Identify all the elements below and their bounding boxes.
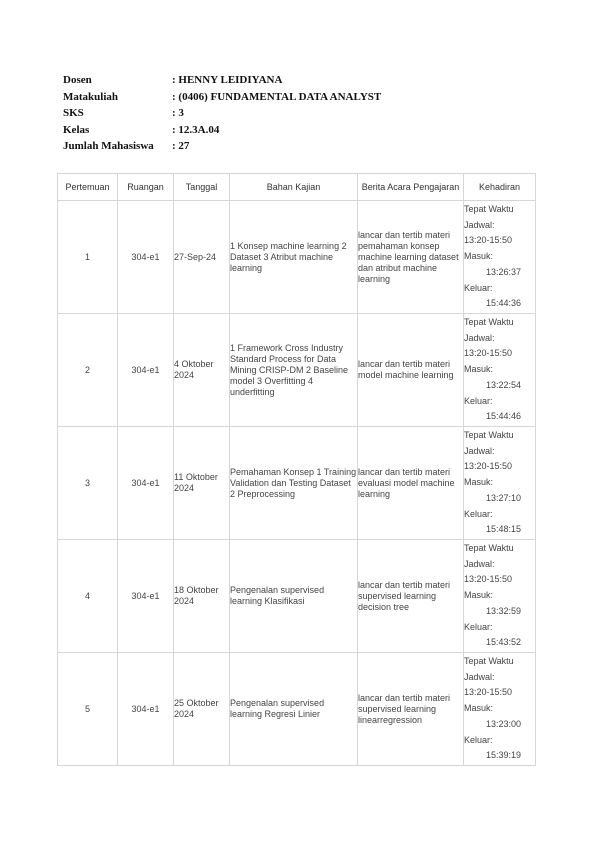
cell-pertemuan: 2 xyxy=(58,314,118,427)
masuk-value: 13:32:59 xyxy=(486,605,522,616)
jadwal-value: 13:20-15:50 xyxy=(464,687,513,698)
cell-ruangan: 304-e1 xyxy=(118,201,174,314)
header-berita-acara: Berita Acara Pengajaran xyxy=(358,174,464,201)
masuk-label: Masuk: xyxy=(464,590,494,601)
keluar-value: 15:48:15 xyxy=(486,524,522,535)
cell-tanggal: 11 Oktober 2024 xyxy=(174,427,230,540)
attendance-status: Tepat Waktu xyxy=(464,316,514,327)
jadwal-value: 13:20-15:50 xyxy=(464,574,513,585)
masuk-value: 13:27:10 xyxy=(486,492,522,503)
cell-ruangan: 304-e1 xyxy=(118,653,174,766)
masuk-value: 13:26:37 xyxy=(486,266,522,277)
table-row xyxy=(58,540,536,653)
cell-bahan-kajian: 1 Framework Cross Industry Standard Process for Data Mining CRISP-DM 2 Baseline model 3 Overfitting 4 underfitting xyxy=(230,314,358,427)
cell-berita-acara: lancar dan tertib materi supervised learning linearregression xyxy=(358,653,464,766)
cell-kehadiran xyxy=(464,201,536,314)
kelas-label: Kelas xyxy=(63,123,90,136)
cell-tanggal: 25 Oktober 2024 xyxy=(174,653,230,766)
keluar-value: 15:44:36 xyxy=(486,298,522,309)
jumlah-mahasiswa-value: : 27 xyxy=(172,140,190,152)
attendance-table xyxy=(57,173,536,766)
keluar-value: 15:43:52 xyxy=(486,637,522,648)
masuk-label: Masuk: xyxy=(464,251,494,262)
cell-kehadiran xyxy=(464,653,536,766)
cell-kehadiran xyxy=(464,427,536,540)
header-ruangan: Ruangan xyxy=(118,174,174,201)
table-row xyxy=(58,314,536,427)
cell-ruangan: 304-e1 xyxy=(118,427,174,540)
dosen-row xyxy=(63,72,381,89)
table-row xyxy=(58,427,536,540)
masuk-value: 13:22:54 xyxy=(486,379,522,390)
dosen-value: : HENNY LEIDIYANA xyxy=(172,74,283,86)
course-info-header xyxy=(63,72,381,155)
matakuliah-row xyxy=(63,89,381,106)
cell-berita-acara: lancar dan tertib materi model machine learning xyxy=(358,314,464,427)
cell-pertemuan: 4 xyxy=(58,540,118,653)
cell-berita-acara: lancar dan tertib materi pemahaman konsep machine learning dataset dan atribut machine learning xyxy=(358,201,464,314)
attendance-status: Tepat Waktu xyxy=(464,542,514,553)
jadwal-label: Jadwal: xyxy=(464,558,495,569)
sks-value: : 3 xyxy=(172,107,184,119)
cell-pertemuan: 5 xyxy=(58,653,118,766)
keluar-value: 15:44:46 xyxy=(486,411,522,422)
cell-kehadiran xyxy=(464,540,536,653)
keluar-label: Keluar: xyxy=(464,395,493,406)
cell-bahan-kajian: 1 Konsep machine learning 2 Dataset 3 Atribut machine learning xyxy=(230,201,358,314)
attendance-status: Tepat Waktu xyxy=(464,203,514,214)
matakuliah-label: Matakuliah xyxy=(63,90,119,103)
header-tanggal: Tanggal xyxy=(174,174,230,201)
jadwal-value: 13:20-15:50 xyxy=(464,461,513,472)
attendance-status: Tepat Waktu xyxy=(464,655,514,666)
jumlah-mahasiswa-label: Jumlah Mahasiswa xyxy=(63,140,154,152)
cell-bahan-kajian: Pengenalan supervised learning Klasifikasi xyxy=(230,540,358,653)
cell-kehadiran xyxy=(464,314,536,427)
header-pertemuan: Pertemuan xyxy=(58,174,118,201)
jadwal-label: Jadwal: xyxy=(464,332,495,343)
cell-pertemuan: 3 xyxy=(58,427,118,540)
keluar-label: Keluar: xyxy=(464,282,493,293)
cell-pertemuan: 1 xyxy=(58,201,118,314)
cell-ruangan: 304-e1 xyxy=(118,314,174,427)
table-row xyxy=(58,653,536,766)
sks-row xyxy=(63,105,381,122)
header-bahan-kajian: Bahan Kajian xyxy=(230,174,358,201)
cell-bahan-kajian: Pemahaman Konsep 1 Training Validation dan Testing Dataset 2 Preprocessing xyxy=(230,427,358,540)
dosen-label: Dosen xyxy=(63,74,92,86)
masuk-value: 13:23:00 xyxy=(486,718,522,729)
kelas-row xyxy=(63,122,381,139)
cell-berita-acara: lancar dan tertib materi evaluasi model machine learning xyxy=(358,427,464,540)
masuk-label: Masuk: xyxy=(464,477,494,488)
table-row xyxy=(58,201,536,314)
keluar-label: Keluar: xyxy=(464,621,493,632)
jadwal-value: 13:20-15:50 xyxy=(464,235,513,246)
masuk-label: Masuk: xyxy=(464,703,494,714)
header-kehadiran: Kehadiran xyxy=(464,174,536,201)
cell-tanggal: 27-Sep-24 xyxy=(174,201,230,314)
kelas-value: : 12.3A.04 xyxy=(172,123,220,136)
jumlah-mahasiswa-row xyxy=(63,138,381,155)
jadwal-value: 13:20-15:50 xyxy=(464,348,513,359)
cell-ruangan: 304-e1 xyxy=(118,540,174,653)
cell-tanggal: 18 Oktober 2024 xyxy=(174,540,230,653)
cell-bahan-kajian: Pengenalan supervised learning Regresi Linier xyxy=(230,653,358,766)
jadwal-label: Jadwal: xyxy=(464,445,495,456)
keluar-label: Keluar: xyxy=(464,508,493,519)
table-header-row xyxy=(58,174,536,201)
keluar-value: 15:39:19 xyxy=(486,750,522,761)
matakuliah-value: : (0406) FUNDAMENTAL DATA ANALYST xyxy=(172,90,382,103)
keluar-label: Keluar: xyxy=(464,734,493,745)
jadwal-label: Jadwal: xyxy=(464,671,495,682)
masuk-label: Masuk: xyxy=(464,364,494,375)
cell-tanggal: 4 Oktober 2024 xyxy=(174,314,230,427)
attendance-status: Tepat Waktu xyxy=(464,429,514,440)
jadwal-label: Jadwal: xyxy=(464,219,495,230)
cell-berita-acara: lancar dan tertib materi supervised learning decision tree xyxy=(358,540,464,653)
sks-label: SKS xyxy=(63,107,84,119)
